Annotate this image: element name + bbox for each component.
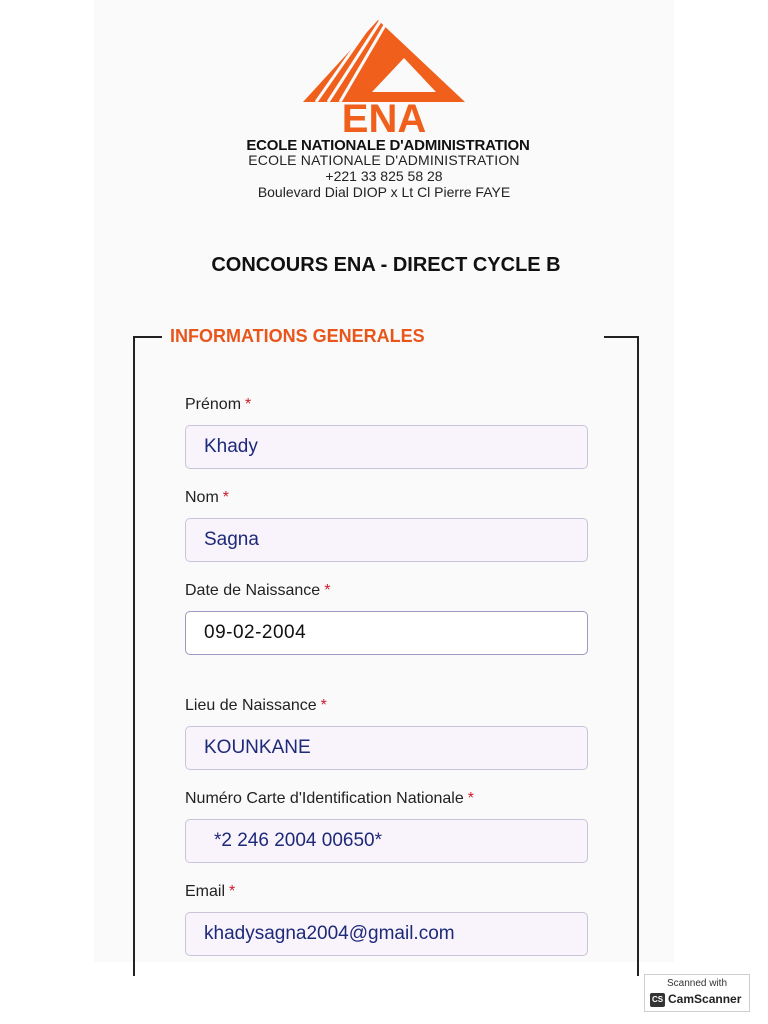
org-name: ECOLE NATIONALE D'ADMINISTRATION <box>248 152 520 168</box>
badge-caption: Scanned with <box>666 978 728 989</box>
email-label: Email * <box>185 883 236 900</box>
first-name-label: Prénom * <box>185 396 252 413</box>
camscanner-icon: CS <box>650 993 665 1007</box>
required-marker: * <box>245 396 252 413</box>
required-marker: * <box>320 697 327 714</box>
national-id-field[interactable]: *2 246 2004 00650* <box>185 819 588 863</box>
birth-place-field[interactable]: KOUNKANE <box>185 726 588 770</box>
birth-date-label: Date de Naissance * <box>185 582 331 599</box>
ena-logo <box>300 20 468 135</box>
required-marker: * <box>324 582 331 599</box>
required-marker: * <box>222 489 230 506</box>
camscanner-badge <box>644 974 750 1012</box>
last-name-label: Nom * <box>185 489 230 506</box>
form-title: CONCOURS ENA - DIRECT CYCLE B <box>211 254 561 276</box>
email-field[interactable]: khadysagna2004@gmail.com <box>185 912 588 956</box>
national-id-label: Numéro Carte d'Identification Nationale * <box>185 790 474 807</box>
ena-logo-text: ENA <box>341 97 427 135</box>
birth-date-field[interactable]: 09-02-2004 <box>185 611 588 655</box>
required-marker: * <box>467 790 474 807</box>
org-address: Boulevard Dial DIOP x Lt Cl Pierre FAYE <box>257 184 511 200</box>
section-title: INFORMATIONS GENERALES <box>162 324 604 348</box>
birth-place-label: Lieu de Naissance * <box>185 697 327 714</box>
org-name-bold: ECOLE NATIONALE D'ADMINISTRATION <box>246 137 530 154</box>
last-name-field[interactable]: Sagna <box>185 518 588 562</box>
required-marker: * <box>229 883 236 900</box>
first-name-field[interactable]: Khady <box>185 425 588 469</box>
org-phone: +221 33 825 58 28 <box>325 168 443 184</box>
badge-name: CamScanner <box>668 992 742 1006</box>
